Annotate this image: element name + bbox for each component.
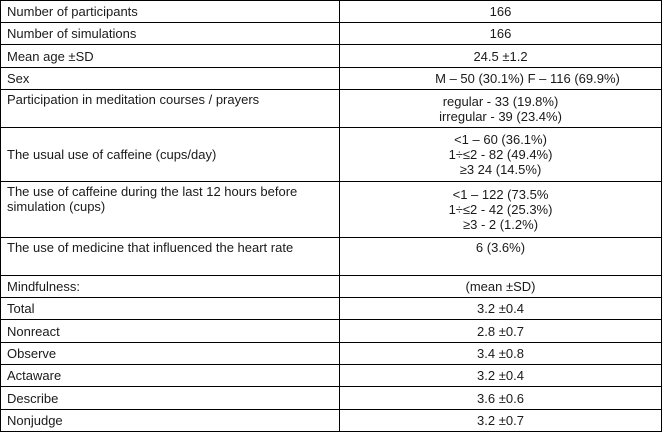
table-row — [1, 182, 662, 238]
row-label: Observe — [1, 343, 340, 365]
row-value — [340, 182, 662, 238]
table-row — [1, 410, 662, 432]
row-label: Total — [1, 298, 340, 320]
table-row — [1, 298, 662, 320]
table-row — [1, 387, 662, 410]
table-row — [1, 45, 662, 68]
table-row — [1, 1, 662, 23]
row-label: The usual use of caffeine (cups/day) — [1, 128, 340, 182]
row-label: Number of simulations — [1, 23, 340, 45]
row-label: Actaware — [1, 365, 340, 387]
value-line: ≥3 - 2 (1.2%) — [462, 217, 539, 232]
row-label: Sex — [1, 68, 340, 90]
row-value: 166 — [340, 23, 662, 45]
row-value: 3.6 ±0.6 — [340, 387, 662, 410]
row-label: Nonreact — [1, 320, 340, 343]
row-label: Mean age ±SD — [1, 45, 340, 68]
table-row — [1, 343, 662, 365]
value-line: <1 – 60 (36.1%) — [454, 132, 547, 147]
row-value: 166 — [340, 1, 662, 23]
row-value: 3.4 ±0.8 — [340, 343, 662, 365]
value-line: irregular - 39 (23.4%) — [439, 108, 562, 124]
value-line: <1 – 122 (73.5% — [452, 187, 549, 202]
row-label: The use of caffeine during the last 12 hours before simulation (cups) — [1, 182, 340, 238]
row-value — [340, 90, 662, 128]
row-value: M – 50 (30.1%) F – 116 (69.9%) — [340, 68, 662, 90]
table-row — [1, 90, 662, 128]
table-row — [1, 365, 662, 387]
table-row — [1, 238, 662, 276]
row-label: The use of medicine that influenced the heart rate — [1, 238, 340, 276]
value-line: 1÷≤2 - 82 (49.4%) — [448, 147, 553, 162]
row-value: 3.2 ±0.7 — [340, 410, 662, 432]
row-value: 3.2 ±0.4 — [340, 298, 662, 320]
row-label: Number of participants — [1, 1, 340, 23]
row-label: Participation in meditation courses / prayers — [1, 90, 340, 128]
row-value: 3.2 ±0.4 — [340, 365, 662, 387]
table-row — [1, 276, 662, 298]
table-row — [1, 23, 662, 45]
row-label: Mindfulness: — [1, 276, 340, 298]
table-row — [1, 320, 662, 343]
value-line: ≥3 24 (14.5%) — [459, 162, 542, 177]
table-row — [1, 128, 662, 182]
row-value — [340, 128, 662, 182]
row-value: 2.8 ±0.7 — [340, 320, 662, 343]
row-label: Nonjudge — [1, 410, 340, 432]
value-line: regular - 33 (19.8%) — [442, 93, 559, 109]
row-value: 6 (3.6%) — [340, 238, 662, 276]
row-label: Describe — [1, 387, 340, 410]
table-row — [1, 68, 662, 90]
row-value: 24.5 ±1.2 — [340, 45, 662, 68]
value-line: 1÷≤2 - 42 (25.3%) — [448, 202, 553, 217]
row-value: (mean ±SD) — [340, 276, 662, 298]
